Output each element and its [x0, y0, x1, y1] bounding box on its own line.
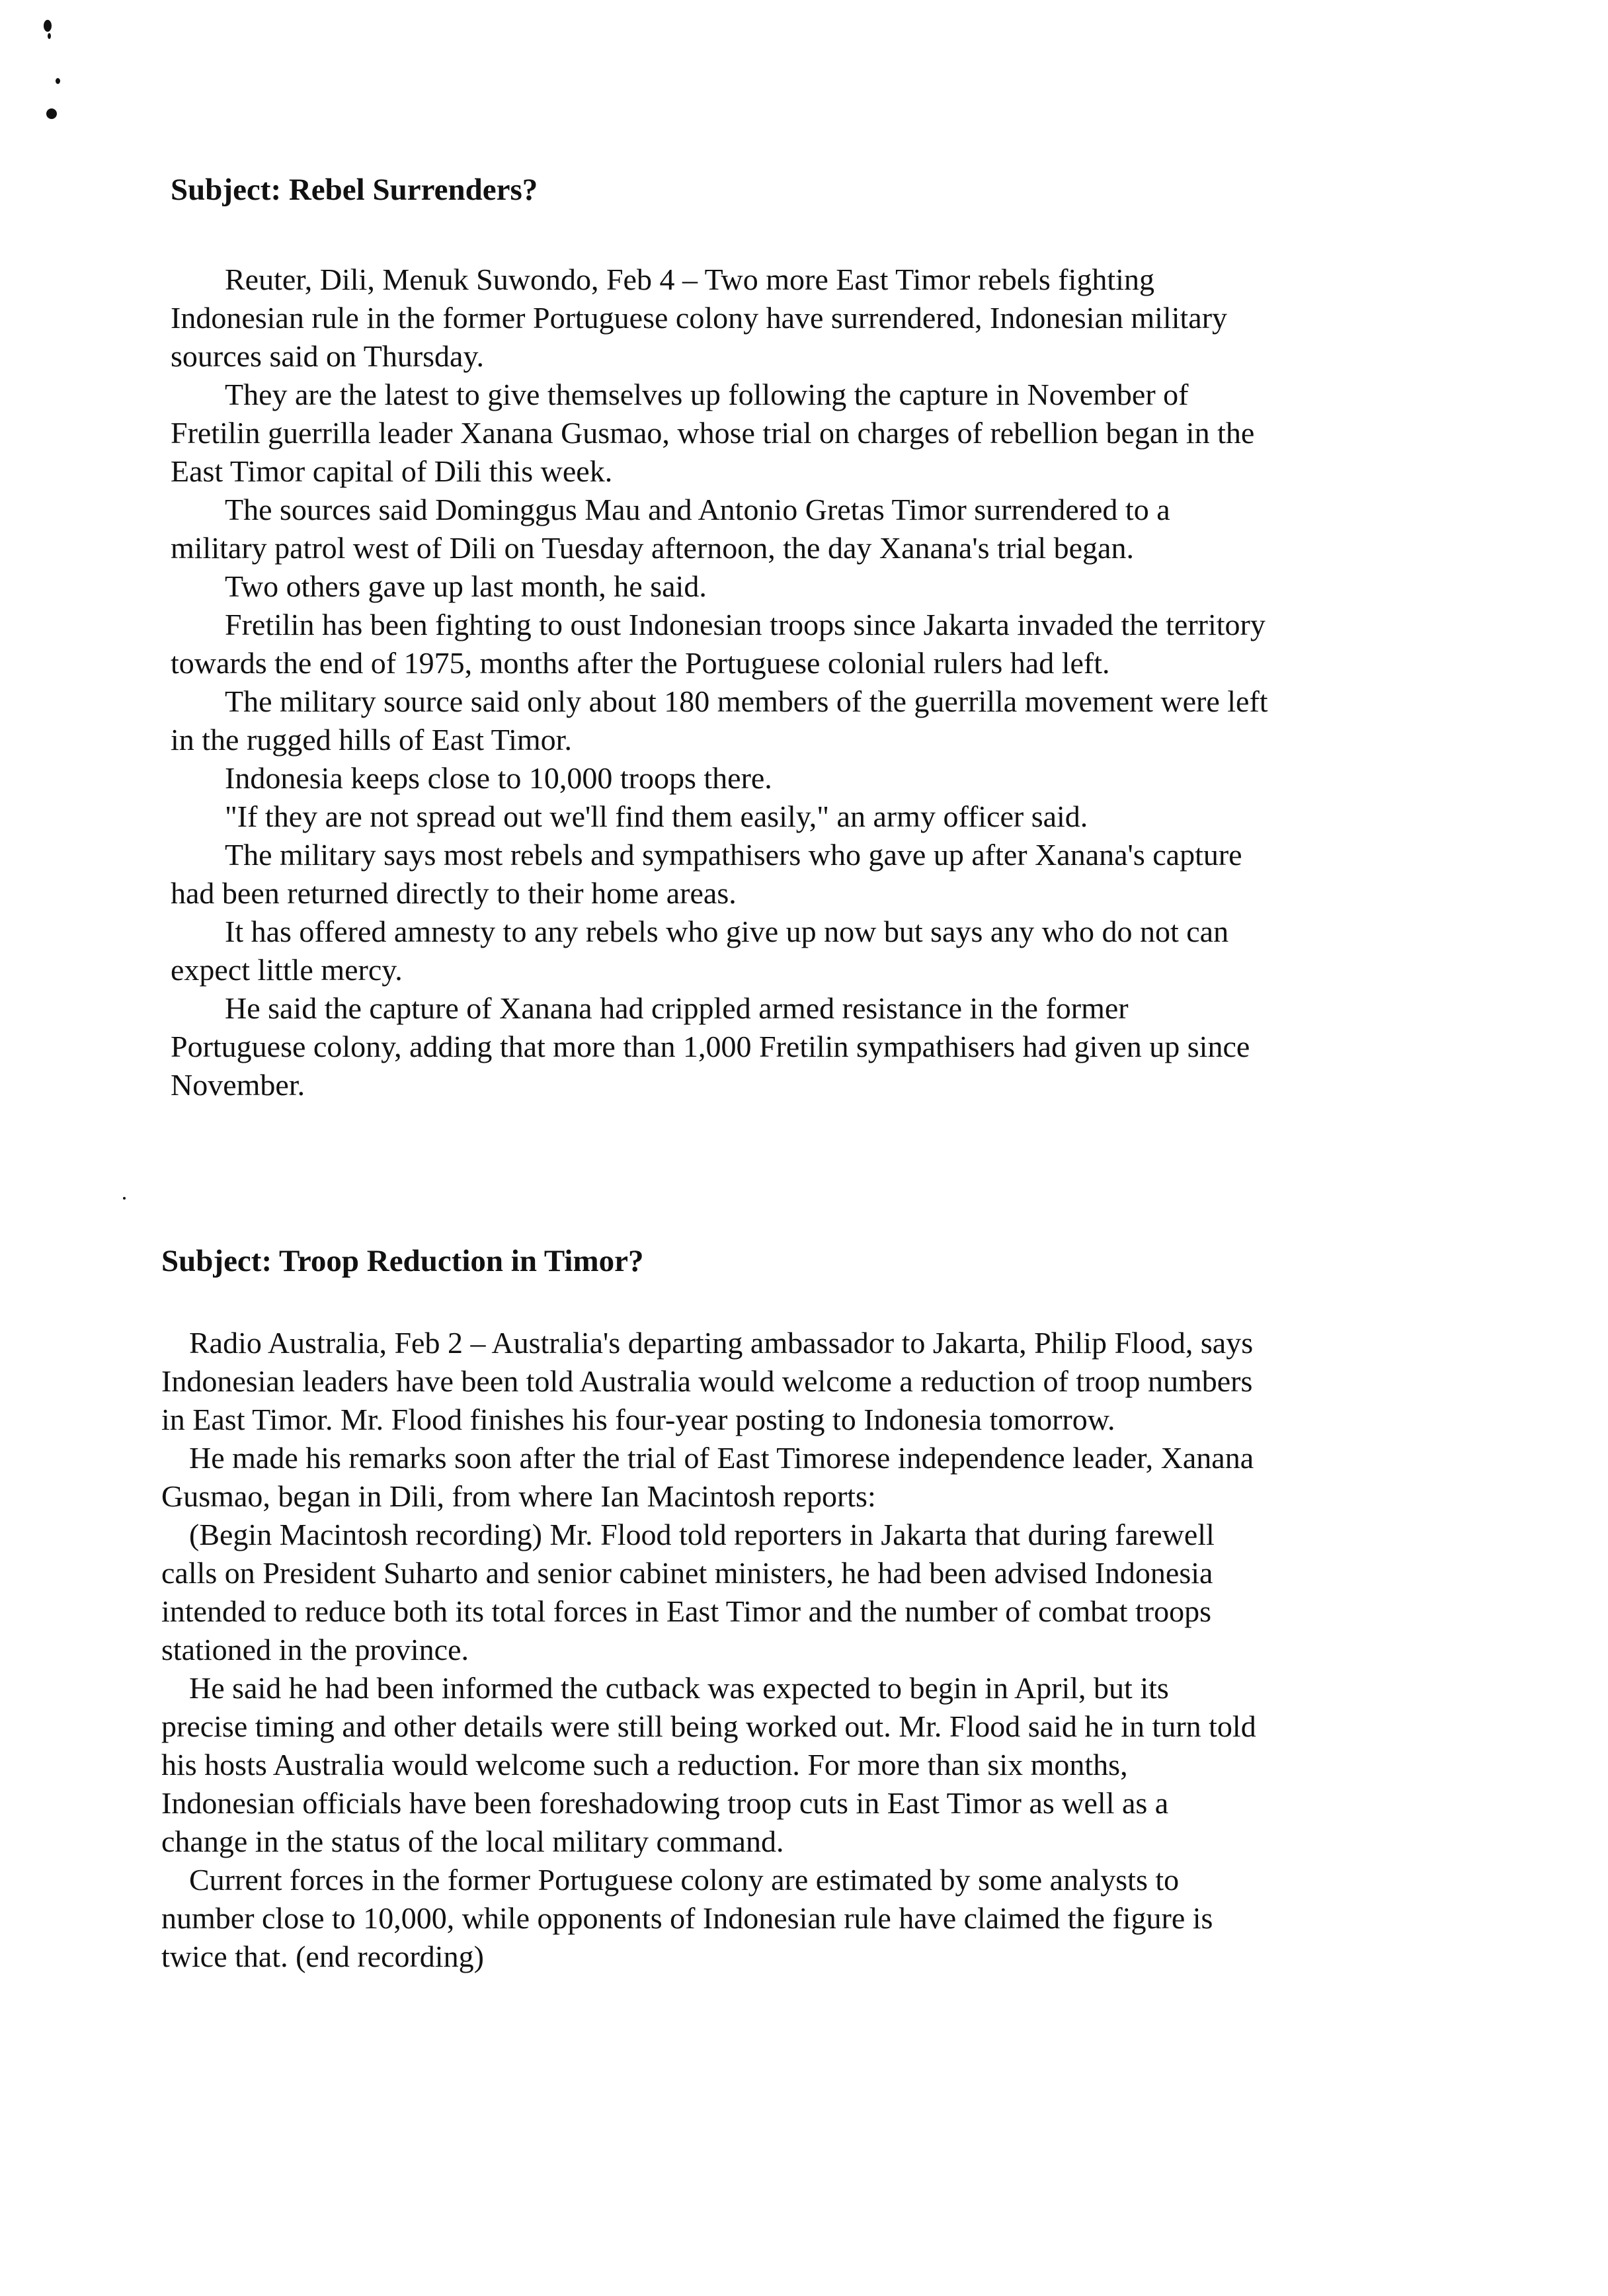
article-paragraph: They are the latest to give themselves up following the capture in November of Fretilin guerrilla leader Xanana Gusmao, whose trial on charges of rebellion began in the East Timor capital of Dili this week. [171, 378, 1255, 488]
article-paragraph: Fretilin has been fighting to oust Indonesian troops since Jakarta invaded the territory towards the end of 1975, months after the Portuguese colonial rulers had left. [171, 608, 1266, 680]
article-paragraph: Indonesia keeps close to 10,000 troops there. [225, 761, 772, 795]
scan-speck [46, 108, 57, 119]
article-troop-reduction [161, 1242, 1259, 1976]
scan-speck [44, 20, 52, 32]
article-paragraph: He said the capture of Xanana had crippled armed resistance in the former Portuguese colony, adding that more than 1,000 Fretilin sympathisers had given up since November. [171, 991, 1250, 1102]
scan-speck [123, 1197, 126, 1200]
scan-speck [56, 78, 60, 84]
article-paragraph: Radio Australia, Feb 2 – Australia's departing ambassador to Jakarta, Philip Flood, says Indonesian leaders have been told Australia would welcome a reduction of troop numbers in East Timor. Mr. Flood finishes his four-year posting to Indonesia tomorrow. [161, 1326, 1254, 1436]
article-paragraph: The military source said only about 180 members of the guerrilla movement were left in the rugged hills of East Timor. [171, 684, 1268, 757]
article-paragraph: "If they are not spread out we'll find them easily," an army officer said. [225, 800, 1088, 833]
article-paragraph: Current forces in the former Portuguese colony are estimated by some analysts to number close to 10,000, while opponents of Indonesian rule have claimed the figure is twice that. (end recording) [161, 1863, 1213, 1973]
article-subject: Subject: Troop Reduction in Timor? [161, 1244, 644, 1278]
article-paragraph: The military says most rebels and sympathisers who gave up after Xanana's capture had been returned directly to their home areas. [171, 838, 1242, 910]
article-rebel-surrenders [171, 171, 1268, 1104]
article-paragraph: He said he had been informed the cutback was expected to begin in April, but its precise timing and other details were still being worked out. Mr. Flood said he in turn told his hosts Australia would welcome such a reduction. For more than six months, Indonesian officials have been foreshadowing troop cuts in East Timor as well as a change in the status of the local military command. [161, 1671, 1256, 1858]
scan-speck [48, 33, 51, 39]
article-paragraph: It has offered amnesty to any rebels who give up now but says any who do not can expect little mercy. [171, 915, 1229, 987]
article-subject: Subject: Rebel Surrenders? [171, 173, 538, 207]
article-paragraph: Two others gave up last month, he said. [225, 569, 707, 603]
article-paragraph: He made his remarks soon after the trial of East Timorese independence leader, Xanana Gusmao, began in Dili, from where Ian Macintosh reports: [161, 1441, 1254, 1513]
article-paragraph: (Begin Macintosh recording) Mr. Flood told reporters in Jakarta that during farewell calls on President Suharto and senior cabinet ministers, he had been advised Indonesia intended to reduce both its total forces in East Timor and the number of combat troops stationed in the province. [161, 1518, 1215, 1666]
article-paragraph: Reuter, Dili, Menuk Suwondo, Feb 4 – Two more East Timor rebels fighting Indonesian rule in the former Portuguese colony have surrendered, Indonesian military sources said on Thursday. [171, 263, 1228, 373]
article-paragraph: The sources said Dominggus Mau and Antonio Gretas Timor surrendered to a military patrol west of Dili on Tuesday afternoon, the day Xanana's trial began. [171, 493, 1170, 565]
